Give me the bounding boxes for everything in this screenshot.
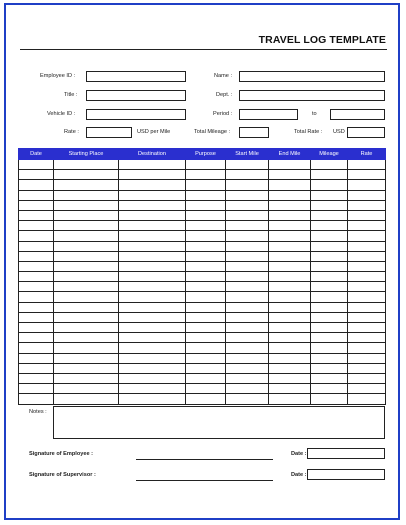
table-cell[interactable] [54, 160, 119, 170]
table-cell[interactable] [311, 241, 348, 251]
period-to-label: to [312, 111, 317, 117]
table-cell[interactable] [348, 343, 386, 353]
table-cell[interactable] [311, 282, 348, 292]
table-cell[interactable] [19, 160, 54, 170]
table-cell[interactable] [119, 353, 186, 363]
table-cell[interactable] [19, 170, 54, 180]
table-cell[interactable] [19, 251, 54, 261]
table-cell[interactable] [348, 363, 386, 373]
table-cell[interactable] [269, 251, 311, 261]
table-cell[interactable] [19, 343, 54, 353]
table-cell[interactable] [226, 221, 269, 231]
table-cell[interactable] [54, 261, 119, 271]
table-row [19, 251, 386, 261]
table-cell[interactable] [226, 231, 269, 241]
table-cell[interactable] [348, 302, 386, 312]
table-cell[interactable] [348, 210, 386, 220]
table-cell[interactable] [54, 384, 119, 394]
table-cell[interactable] [269, 210, 311, 220]
table-cell[interactable] [348, 282, 386, 292]
table-cell[interactable] [269, 241, 311, 251]
table-cell[interactable] [269, 363, 311, 373]
table-cell[interactable] [186, 312, 226, 322]
table-cell[interactable] [269, 282, 311, 292]
table-row [19, 302, 386, 312]
table-cell[interactable] [19, 373, 54, 383]
table-cell[interactable] [19, 190, 54, 200]
table-header-row [19, 149, 386, 160]
table-cell[interactable] [348, 323, 386, 333]
table-cell[interactable] [54, 373, 119, 383]
col-header-start-mile: Start Mile [226, 149, 269, 160]
table-cell[interactable] [269, 272, 311, 282]
table-cell[interactable] [311, 210, 348, 220]
table-cell[interactable] [348, 180, 386, 190]
table-cell[interactable] [186, 241, 226, 251]
table-cell[interactable] [186, 302, 226, 312]
notes-label: Notes : [29, 409, 47, 415]
table-cell[interactable] [119, 323, 186, 333]
table-cell[interactable] [311, 323, 348, 333]
table-cell[interactable] [269, 333, 311, 343]
table-row [19, 261, 386, 271]
employee-id-label: Employee ID : [40, 73, 76, 79]
table-cell[interactable] [311, 302, 348, 312]
table-cell[interactable] [269, 353, 311, 363]
table-cell[interactable] [54, 251, 119, 261]
table-cell[interactable] [311, 353, 348, 363]
table-cell[interactable] [186, 231, 226, 241]
table-cell[interactable] [226, 343, 269, 353]
table-cell[interactable] [226, 323, 269, 333]
table-row [19, 231, 386, 241]
table-cell[interactable] [269, 261, 311, 271]
name-field[interactable] [239, 71, 385, 82]
table-cell[interactable] [226, 312, 269, 322]
vehicle-id-field[interactable] [86, 109, 186, 120]
table-cell[interactable] [311, 160, 348, 170]
usd-label: USD [333, 129, 345, 135]
table-cell[interactable] [186, 292, 226, 302]
table-cell[interactable] [269, 231, 311, 241]
table-cell[interactable] [119, 343, 186, 353]
table-cell[interactable] [119, 241, 186, 251]
table-cell[interactable] [269, 373, 311, 383]
table-cell[interactable] [54, 353, 119, 363]
table-cell[interactable] [311, 343, 348, 353]
employee-date-label: Date : [291, 451, 307, 457]
table-cell[interactable] [226, 251, 269, 261]
table-cell[interactable] [311, 394, 348, 404]
table-cell[interactable] [311, 333, 348, 343]
table-cell[interactable] [226, 333, 269, 343]
table-cell[interactable] [311, 180, 348, 190]
table-cell[interactable] [186, 384, 226, 394]
table-cell[interactable] [119, 312, 186, 322]
total-mileage-label: Total Mileage : [194, 129, 231, 135]
dept-label: Dept. : [216, 92, 233, 98]
table-cell[interactable] [19, 312, 54, 322]
col-header-purpose: Purpose [186, 149, 226, 160]
table-cell[interactable] [119, 210, 186, 220]
table-cell[interactable] [54, 221, 119, 231]
table-cell[interactable] [119, 302, 186, 312]
table-cell[interactable] [119, 363, 186, 373]
table-cell[interactable] [186, 282, 226, 292]
table-cell[interactable] [311, 373, 348, 383]
table-cell[interactable] [348, 231, 386, 241]
table-cell[interactable] [269, 221, 311, 231]
table-cell[interactable] [348, 261, 386, 271]
table-row [19, 241, 386, 251]
rate-field[interactable] [86, 127, 132, 138]
table-cell[interactable] [311, 312, 348, 322]
table-cell[interactable] [19, 231, 54, 241]
table-cell[interactable] [311, 221, 348, 231]
table-cell[interactable] [186, 323, 226, 333]
table-cell[interactable] [19, 333, 54, 343]
table-row [19, 200, 386, 210]
table-row [19, 272, 386, 282]
table-row [19, 190, 386, 200]
table-cell[interactable] [19, 394, 54, 404]
table-cell[interactable] [186, 394, 226, 404]
table-row [19, 282, 386, 292]
table-cell[interactable] [348, 272, 386, 282]
table-cell[interactable] [186, 180, 226, 190]
table-cell[interactable] [54, 333, 119, 343]
table-row [19, 353, 386, 363]
table-cell[interactable] [226, 160, 269, 170]
table-cell[interactable] [119, 292, 186, 302]
title-field[interactable] [86, 90, 186, 101]
table-cell[interactable] [226, 282, 269, 292]
table-row [19, 333, 386, 343]
table-cell[interactable] [54, 394, 119, 404]
table-cell[interactable] [186, 333, 226, 343]
vehicle-id-label: Vehicle ID : [47, 111, 76, 117]
table-cell[interactable] [54, 170, 119, 180]
table-cell[interactable] [311, 363, 348, 373]
table-cell[interactable] [348, 170, 386, 180]
table-cell[interactable] [119, 261, 186, 271]
title-label: Title : [64, 92, 78, 98]
table-cell[interactable] [19, 241, 54, 251]
table-cell[interactable] [269, 170, 311, 180]
table-cell[interactable] [119, 384, 186, 394]
table-cell[interactable] [19, 282, 54, 292]
total-mileage-field[interactable] [239, 127, 269, 138]
table-row [19, 221, 386, 231]
usd-per-mile-label: USD per Mile [137, 129, 171, 135]
supervisor-signature-label: Signature of Supervisor : [29, 472, 96, 478]
table-cell[interactable] [348, 251, 386, 261]
page-title: TRAVEL LOG TEMPLATE [258, 34, 386, 46]
dept-field[interactable] [239, 90, 385, 101]
employee-date-field[interactable] [307, 448, 385, 459]
total-rate-label: Total Rate : [294, 129, 323, 135]
table-cell[interactable] [186, 210, 226, 220]
table-cell[interactable] [54, 241, 119, 251]
period-label: Period : [213, 111, 233, 117]
table-row [19, 394, 386, 404]
table-cell[interactable] [226, 353, 269, 363]
table-cell[interactable] [226, 394, 269, 404]
table-row [19, 210, 386, 220]
notes-field[interactable] [53, 406, 385, 439]
table-cell[interactable] [269, 160, 311, 170]
table-cell[interactable] [348, 292, 386, 302]
table-cell[interactable] [226, 373, 269, 383]
table-cell[interactable] [54, 190, 119, 200]
table-cell[interactable] [19, 292, 54, 302]
table-cell[interactable] [348, 333, 386, 343]
table-cell[interactable] [226, 292, 269, 302]
table-cell[interactable] [186, 170, 226, 180]
table-cell[interactable] [119, 200, 186, 210]
table-row [19, 170, 386, 180]
table-cell[interactable] [311, 231, 348, 241]
table-cell[interactable] [226, 210, 269, 220]
table-cell[interactable] [226, 180, 269, 190]
table-cell[interactable] [186, 272, 226, 282]
table-cell[interactable] [119, 282, 186, 292]
table-cell[interactable] [226, 363, 269, 373]
travel-log-table [18, 148, 386, 405]
table-cell[interactable] [311, 384, 348, 394]
table-cell[interactable] [348, 221, 386, 231]
table-cell[interactable] [19, 302, 54, 312]
table-cell[interactable] [54, 231, 119, 241]
table-row [19, 323, 386, 333]
table-cell[interactable] [186, 221, 226, 231]
table-cell[interactable] [348, 394, 386, 404]
table-cell[interactable] [269, 384, 311, 394]
table-cell[interactable] [54, 302, 119, 312]
name-label: Name : [214, 73, 233, 79]
table-cell[interactable] [19, 210, 54, 220]
title-divider [20, 49, 387, 50]
table-cell[interactable] [19, 200, 54, 210]
table-cell[interactable] [348, 312, 386, 322]
table-cell[interactable] [186, 190, 226, 200]
table-cell[interactable] [348, 200, 386, 210]
col-header-starting-place: Starting Place [54, 149, 119, 160]
table-row [19, 373, 386, 383]
table-cell[interactable] [226, 241, 269, 251]
table-cell[interactable] [269, 394, 311, 404]
col-header-mileage: Mileage [311, 149, 348, 160]
table-cell[interactable] [269, 200, 311, 210]
table-cell[interactable] [186, 160, 226, 170]
period-start-field[interactable] [239, 109, 298, 120]
rate-label: Rate : [64, 129, 79, 135]
table-cell[interactable] [348, 160, 386, 170]
table-cell[interactable] [311, 272, 348, 282]
table-cell[interactable] [54, 343, 119, 353]
table-cell[interactable] [269, 302, 311, 312]
table-cell[interactable] [226, 384, 269, 394]
table-cell[interactable] [54, 292, 119, 302]
table-cell[interactable] [269, 180, 311, 190]
table-cell[interactable] [186, 261, 226, 271]
table-cell[interactable] [19, 221, 54, 231]
table-cell[interactable] [54, 363, 119, 373]
table-cell[interactable] [186, 343, 226, 353]
table-cell[interactable] [119, 221, 186, 231]
table-cell[interactable] [226, 190, 269, 200]
table-cell[interactable] [54, 323, 119, 333]
table-cell[interactable] [311, 170, 348, 180]
total-rate-field[interactable] [347, 127, 385, 138]
table-cell[interactable] [54, 312, 119, 322]
table-cell[interactable] [19, 272, 54, 282]
table-cell[interactable] [119, 272, 186, 282]
table-cell[interactable] [119, 231, 186, 241]
supervisor-date-field[interactable] [307, 469, 385, 480]
table-cell[interactable] [311, 200, 348, 210]
table-row [19, 180, 386, 190]
table-cell[interactable] [269, 190, 311, 200]
table-cell[interactable] [226, 200, 269, 210]
table-cell[interactable] [54, 200, 119, 210]
table-cell[interactable] [311, 251, 348, 261]
table-cell[interactable] [119, 170, 186, 180]
table-cell[interactable] [19, 353, 54, 363]
table-cell[interactable] [119, 373, 186, 383]
table-cell[interactable] [311, 190, 348, 200]
table-row [19, 343, 386, 353]
supervisor-date-label: Date : [291, 472, 307, 478]
table-cell[interactable] [186, 373, 226, 383]
table-cell[interactable] [269, 312, 311, 322]
col-header-end-mile: End Mile [269, 149, 311, 160]
table-cell[interactable] [348, 353, 386, 363]
table-cell[interactable] [119, 333, 186, 343]
table-cell[interactable] [269, 323, 311, 333]
table-cell[interactable] [19, 323, 54, 333]
table-cell[interactable] [348, 384, 386, 394]
table-cell[interactable] [226, 302, 269, 312]
table-cell[interactable] [226, 261, 269, 271]
table-cell[interactable] [348, 373, 386, 383]
col-header-date: Date [19, 149, 54, 160]
col-header-destination: Destination [119, 149, 186, 160]
table-cell[interactable] [19, 180, 54, 190]
employee-signature-line[interactable] [136, 459, 273, 460]
employee-signature-label: Signature of Employee : [29, 451, 94, 457]
table-cell[interactable] [311, 292, 348, 302]
table-cell[interactable] [54, 180, 119, 190]
table-body [19, 160, 386, 405]
employee-id-field[interactable] [86, 71, 186, 82]
table-cell[interactable] [348, 190, 386, 200]
table-cell[interactable] [119, 180, 186, 190]
table-cell[interactable] [54, 272, 119, 282]
table-cell[interactable] [186, 363, 226, 373]
table-cell[interactable] [186, 353, 226, 363]
table-cell[interactable] [19, 384, 54, 394]
period-end-field[interactable] [330, 109, 385, 120]
table-cell[interactable] [269, 292, 311, 302]
table-row [19, 312, 386, 322]
table-cell[interactable] [226, 170, 269, 180]
table-cell[interactable] [348, 241, 386, 251]
col-header-rate: Rate [348, 149, 386, 160]
table-cell[interactable] [54, 282, 119, 292]
table-cell[interactable] [119, 251, 186, 261]
supervisor-signature-line[interactable] [136, 480, 273, 481]
table-cell[interactable] [269, 343, 311, 353]
table-row [19, 384, 386, 394]
table-row [19, 292, 386, 302]
table-cell[interactable] [119, 394, 186, 404]
table-row [19, 160, 386, 170]
table-cell[interactable] [19, 363, 54, 373]
table-cell[interactable] [19, 261, 54, 271]
table-cell[interactable] [119, 160, 186, 170]
table-cell[interactable] [186, 200, 226, 210]
table-cell[interactable] [54, 210, 119, 220]
table-cell[interactable] [119, 190, 186, 200]
table-cell[interactable] [226, 272, 269, 282]
table-cell[interactable] [186, 251, 226, 261]
table-row [19, 363, 386, 373]
table-cell[interactable] [311, 261, 348, 271]
